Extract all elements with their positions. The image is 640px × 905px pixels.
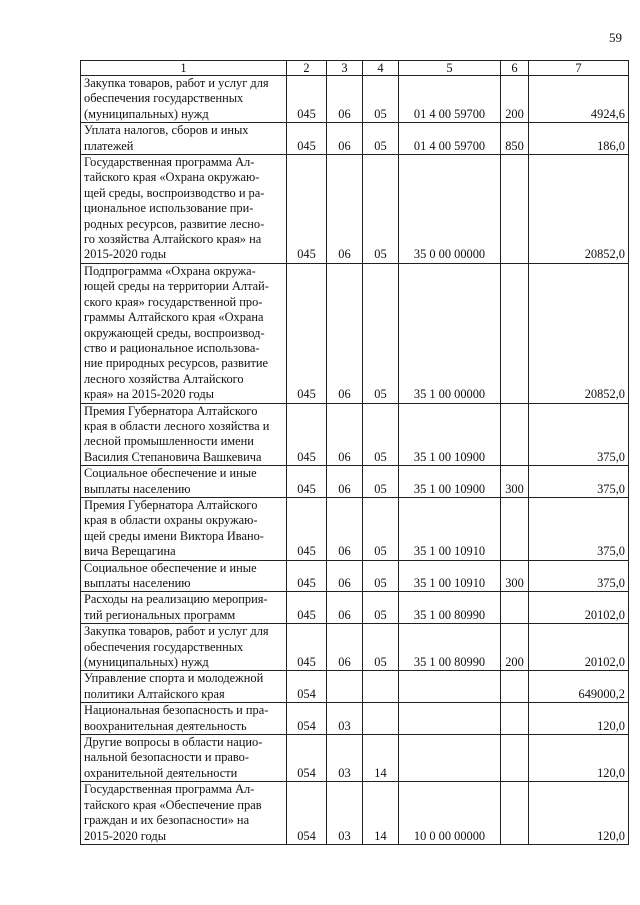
amount-cell: 375,0 [529,466,629,498]
target-article-cell [399,703,501,735]
column-header: 1 [81,61,287,76]
section-code-cell: 06 [327,76,363,123]
table-row [81,624,629,671]
description-line: лесного хозяйства Алтайского [84,371,244,386]
section-code-cell [327,671,363,703]
expense-type-cell [501,403,529,466]
section-code-cell: 06 [327,123,363,155]
page-number: 59 [609,30,622,45]
admin-code-cell: 045 [287,624,327,671]
description-line: обеспечения государственных [84,91,244,106]
target-article-cell: 01 4 00 59700 [399,123,501,155]
section-code-cell: 06 [327,155,363,264]
description-line: Закупка товаров, работ и услуг для [84,76,269,90]
expense-type-cell: 200 [501,624,529,671]
row-description [81,466,287,498]
section-code-cell: 03 [327,782,363,845]
expense-type-cell: 850 [501,123,529,155]
description-line: окружающей среды, воспроизвод- [84,325,265,340]
budget-table [80,60,629,845]
amount-cell: 186,0 [529,123,629,155]
description-line: щей среды, воспроизводство и ра- [84,185,265,200]
subsection-code-cell [363,671,399,703]
description-line: края» на 2015-2020 годы [84,387,214,402]
row-description [81,155,287,264]
subsection-code-cell: 14 [363,735,399,782]
target-article-cell [399,671,501,703]
row-description [81,592,287,624]
subsection-code-cell: 05 [363,263,399,403]
admin-code-cell: 045 [287,123,327,155]
table-row [81,560,629,592]
expense-type-cell: 300 [501,560,529,592]
description-line: щей среды имени Виктора Ивано- [84,528,264,543]
description-line: граммы Алтайского края «Охрана [84,310,264,325]
description-line: Государственная программа Ал- [84,155,255,170]
description-line: Управление спорта и молодежной [84,671,264,686]
subsection-code-cell: 05 [363,76,399,123]
target-article-cell: 35 1 00 10910 [399,497,501,560]
table-row [81,497,629,560]
expense-type-cell: 300 [501,466,529,498]
amount-cell: 4924,6 [529,76,629,123]
description-line: 2015-2020 годы [84,828,167,843]
table-row [81,155,629,264]
target-article-cell: 35 1 00 80990 [399,592,501,624]
description-line: Премия Губернатора Алтайского [84,497,258,512]
admin-code-cell: 045 [287,155,327,264]
description-line: ющей среды на территории Алтай- [84,279,269,294]
amount-cell: 375,0 [529,560,629,592]
description-line: лесной промышленности имени [84,434,254,449]
table-row [81,403,629,466]
description-line: го хозяйства Алтайского края» на [84,232,262,247]
amount-cell: 20852,0 [529,155,629,264]
description-line: охранительной деятельности [84,765,238,780]
description-line: Василия Степановича Вашкевича [84,449,262,464]
description-line: Национальная безопасность и пра- [84,703,269,718]
subsection-code-cell: 14 [363,782,399,845]
description-line: Социальное обеспечение и иные [84,466,257,481]
section-code-cell: 06 [327,497,363,560]
row-description [81,735,287,782]
admin-code-cell: 045 [287,403,327,466]
expense-type-cell [501,782,529,845]
subsection-code-cell: 05 [363,560,399,592]
expense-type-cell [501,592,529,624]
target-article-cell: 35 1 00 10900 [399,466,501,498]
table-row [81,782,629,845]
row-description [81,403,287,466]
table-row [81,466,629,498]
section-code-cell: 06 [327,263,363,403]
row-description [81,560,287,592]
amount-cell: 120,0 [529,782,629,845]
expense-type-cell [501,671,529,703]
table-body [81,76,629,845]
description-line: Подпрограмма «Охрана окружа- [84,263,256,278]
expense-type-cell [501,263,529,403]
expense-type-cell [501,703,529,735]
amount-cell: 120,0 [529,703,629,735]
row-description [81,123,287,155]
amount-cell: 649000,2 [529,671,629,703]
row-description [81,782,287,845]
target-article-cell: 35 1 00 10910 [399,560,501,592]
description-line: Уплата налогов, сборов и иных [84,123,249,138]
description-line: Социальное обеспечение и иные [84,560,257,575]
column-header: 6 [501,61,529,76]
column-header: 3 [327,61,363,76]
description-line: Премия Губернатора Алтайского [84,403,258,418]
admin-code-cell: 054 [287,782,327,845]
table-row [81,76,629,123]
expense-type-cell: 200 [501,76,529,123]
row-description [81,497,287,560]
description-line: платежей [84,138,134,153]
description-line: (муниципальных) нужд [84,106,209,121]
description-line: края в области охраны окружаю- [84,513,258,528]
target-article-cell: 35 0 00 00000 [399,155,501,264]
subsection-code-cell: 05 [363,497,399,560]
section-code-cell: 06 [327,592,363,624]
admin-code-cell: 054 [287,703,327,735]
subsection-code-cell: 05 [363,466,399,498]
subsection-code-cell: 05 [363,155,399,264]
subsection-code-cell: 05 [363,624,399,671]
table-row [81,123,629,155]
row-description [81,703,287,735]
amount-cell: 20102,0 [529,624,629,671]
target-article-cell: 35 1 00 10900 [399,403,501,466]
column-header: 7 [529,61,629,76]
description-line: циональное использование при- [84,201,254,216]
admin-code-cell: 054 [287,735,327,782]
description-line: вича Верещагина [84,544,176,559]
section-code-cell: 06 [327,624,363,671]
section-code-cell: 06 [327,560,363,592]
expense-type-cell [501,497,529,560]
description-line: Закупка товаров, работ и услуг для [84,624,269,639]
subsection-code-cell: 05 [363,403,399,466]
column-number-row [81,61,629,76]
amount-cell: 20102,0 [529,592,629,624]
subsection-code-cell: 05 [363,592,399,624]
row-description [81,263,287,403]
description-line: 2015-2020 годы [84,247,167,262]
amount-cell: 120,0 [529,735,629,782]
admin-code-cell: 045 [287,466,327,498]
column-header: 5 [399,61,501,76]
description-line: Другие вопросы в области нацио- [84,735,263,750]
expense-type-cell [501,735,529,782]
expense-type-cell [501,155,529,264]
description-line: выплаты населению [84,481,191,496]
table-row [81,592,629,624]
description-line: тайского края «Обеспечение прав [84,797,262,812]
target-article-cell [399,735,501,782]
section-code-cell: 06 [327,466,363,498]
description-line: тайского края «Охрана окружаю- [84,170,260,185]
table-row [81,703,629,735]
table-row [81,735,629,782]
description-line: выплаты населению [84,576,191,590]
description-line: воохранительная деятельность [84,718,247,733]
row-description [81,76,287,123]
target-article-cell: 35 1 00 00000 [399,263,501,403]
row-description [81,624,287,671]
admin-code-cell: 045 [287,560,327,592]
amount-cell: 375,0 [529,403,629,466]
amount-cell: 375,0 [529,497,629,560]
description-line: Государственная программа Ал- [84,782,255,797]
section-code-cell: 03 [327,735,363,782]
section-code-cell: 06 [327,403,363,466]
column-header: 4 [363,61,399,76]
description-line: политики Алтайского края [84,686,225,701]
target-article-cell: 35 1 00 80990 [399,624,501,671]
admin-code-cell: 045 [287,592,327,624]
target-article-cell: 10 0 00 00000 [399,782,501,845]
table-row [81,671,629,703]
table-row [81,263,629,403]
section-code-cell: 03 [327,703,363,735]
amount-cell: 20852,0 [529,263,629,403]
target-article-cell: 01 4 00 59700 [399,76,501,123]
description-line: края в области лесного хозяйства и [84,418,270,433]
column-header: 2 [287,61,327,76]
description-line: нальной безопасности и право- [84,750,249,765]
admin-code-cell: 045 [287,76,327,123]
row-description [81,671,287,703]
description-line: граждан и их безопасности» на [84,813,250,828]
description-line: тий региональных программ [84,607,236,622]
admin-code-cell: 045 [287,497,327,560]
admin-code-cell: 054 [287,671,327,703]
description-line: (муниципальных) нужд [84,655,209,670]
description-line: ство и рациональное использова- [84,340,260,355]
admin-code-cell: 045 [287,263,327,403]
description-line: родных ресурсов, развитие лесно- [84,216,265,231]
description-line: обеспечения государственных [84,639,244,654]
description-line: ского края» государственной про- [84,294,263,309]
description-line: ние природных ресурсов, развитие [84,356,268,371]
subsection-code-cell [363,703,399,735]
subsection-code-cell: 05 [363,123,399,155]
description-line: Расходы на реализацию мероприя- [84,592,268,607]
